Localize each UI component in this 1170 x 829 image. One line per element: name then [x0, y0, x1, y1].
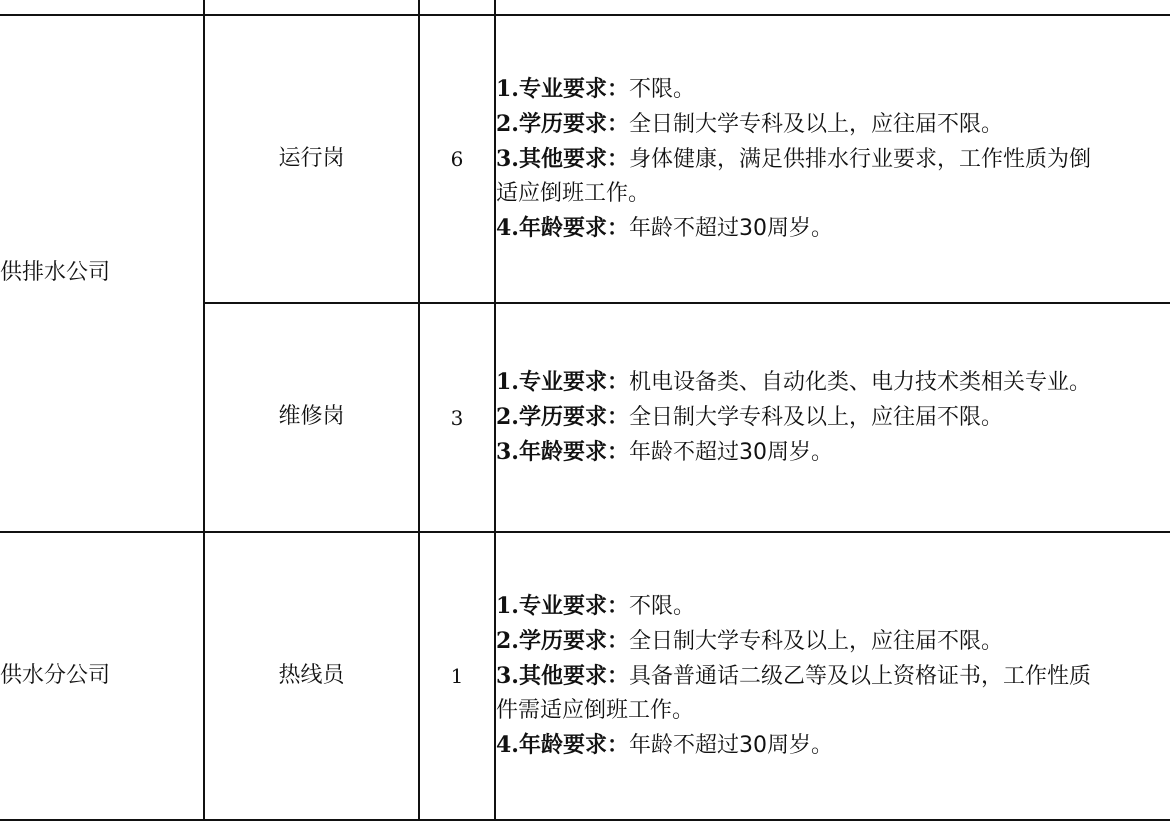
requirement-continuation: 件需适应倒班工作。 [496, 698, 695, 723]
count-cell [419, 15, 495, 303]
requirement-line [496, 211, 1170, 246]
cell-empty [0, 0, 204, 15]
headcount: 3 [450, 405, 464, 430]
post-name: 维修岗 [278, 404, 345, 430]
table-row-cutoff [0, 0, 1170, 15]
requirement-continuation: 适应倒班工作。 [496, 181, 651, 206]
company-name: 供排水公司 [0, 260, 111, 286]
requirement-line [496, 107, 1170, 142]
requirement-text: 年龄不超过30周岁。 [628, 733, 833, 758]
requirement-text: 身体健康，满足供排水行业要求，工作性质为倒 [628, 147, 1091, 172]
requirements-cell [495, 532, 1170, 820]
requirement-label: 1.专业要求： [496, 76, 629, 102]
requirement-line [496, 365, 1170, 400]
company-name: 供水分公司 [0, 662, 111, 688]
requirement-line [496, 728, 1170, 763]
requirements-cell [495, 303, 1170, 532]
headcount: 1 [450, 664, 464, 688]
requirement-label: 1.专业要求： [496, 369, 629, 395]
requirement-text: 机电设备类、自动化类、电力技术类相关专业。 [628, 370, 1091, 395]
count-cell [419, 532, 495, 820]
requirement-label: 3.其他要求： [496, 146, 629, 172]
requirement-text: 具备普通话二级乙等及以上资格证书，工作性质 [628, 664, 1091, 689]
cell-empty [204, 0, 419, 15]
requirement-label: 4.年龄要求： [496, 215, 629, 241]
requirement-line [496, 435, 1170, 470]
requirement-line [496, 142, 1170, 177]
requirement-line [496, 659, 1170, 694]
requirement-label: 4.年龄要求： [496, 732, 629, 758]
table-row [0, 15, 1170, 303]
post-name: 运行岗 [278, 145, 345, 171]
requirement-line [496, 589, 1170, 624]
requirement-text: 全日制大学专科及以上，应往届不限。 [628, 629, 1003, 654]
requirement-label: 1.专业要求： [496, 593, 629, 619]
count-cell [419, 303, 495, 532]
cell-empty [419, 0, 495, 15]
company-cell [0, 15, 204, 532]
requirement-label: 2.学历要求： [496, 111, 629, 137]
requirement-label: 2.学历要求： [496, 404, 629, 430]
requirement-line [496, 400, 1170, 435]
requirement-line [496, 72, 1170, 107]
requirement-label: 3.其他要求： [496, 663, 629, 689]
post-name: 热线员 [278, 662, 345, 688]
headcount: 6 [450, 147, 464, 171]
requirements-cell [495, 15, 1170, 303]
company-cell [0, 532, 204, 820]
requirement-text: 不限。 [628, 594, 695, 619]
table-row [0, 532, 1170, 820]
requirement-text: 不限。 [628, 77, 695, 102]
requirement-label: 2.学历要求： [496, 628, 629, 654]
post-cell [204, 15, 419, 303]
requirement-text: 年龄不超过30周岁。 [628, 440, 833, 465]
requirement-line [496, 624, 1170, 659]
post-cell [204, 303, 419, 532]
requirement-label: 3.年龄要求： [496, 439, 629, 465]
requirement-text: 全日制大学专科及以上，应往届不限。 [628, 405, 1003, 430]
post-cell [204, 532, 419, 820]
requirement-text: 全日制大学专科及以上，应往届不限。 [628, 112, 1003, 137]
requirement-text: 年龄不超过30周岁。 [628, 216, 833, 241]
cell-empty [495, 0, 1170, 15]
